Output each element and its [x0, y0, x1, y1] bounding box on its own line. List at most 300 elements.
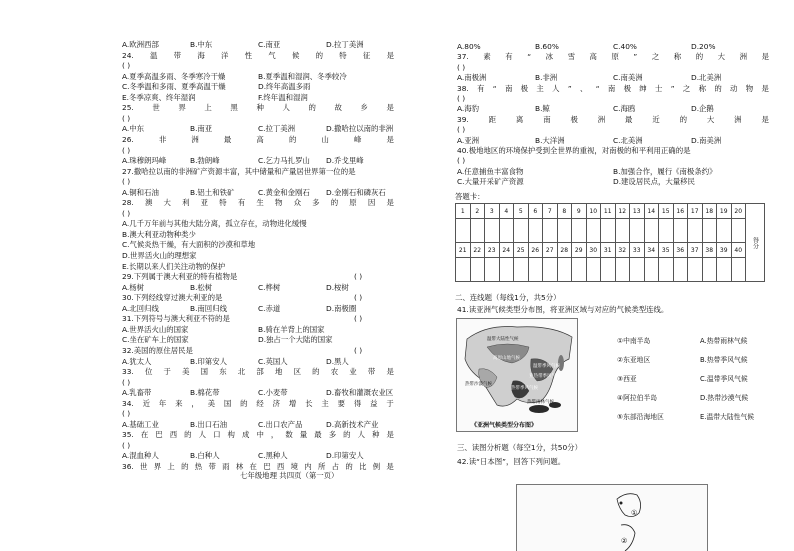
- match-left-item[interactable]: ⑤东部沿海地区: [617, 413, 664, 421]
- stem-char: 位: [144, 367, 153, 377]
- answer-card-number: 36: [673, 243, 688, 258]
- answer-card-blank[interactable]: [659, 219, 674, 243]
- map-label-4: 热带季风气候: [511, 386, 538, 391]
- stem-char: 界: [178, 103, 186, 113]
- text-line: ( ): [457, 62, 466, 72]
- stem-char: 是: [761, 52, 769, 62]
- map-label-1: 温带大陆性气候: [487, 337, 519, 342]
- answer-card-table: [455, 203, 765, 282]
- stem-char: 的: [288, 134, 297, 144]
- option: A.中东: [122, 124, 145, 134]
- stem-char: 近: [142, 398, 151, 408]
- page-footer: 七年级地理 共四页（第一页）: [240, 471, 339, 480]
- answer-card-number: 18: [702, 204, 717, 219]
- answer-paren: ( ): [354, 293, 363, 303]
- stem-char: 、: [579, 83, 588, 93]
- stem-char: 世: [152, 103, 160, 113]
- asia-climate-map: [456, 318, 578, 432]
- answer-card-number: 20: [731, 204, 746, 219]
- answer-card-number: 31: [601, 243, 616, 258]
- answer-card-blank[interactable]: [456, 258, 471, 282]
- stem-char: 33.: [122, 367, 134, 377]
- option: B.棉花带: [190, 388, 220, 398]
- option: A.珠穆朗玛峰: [122, 156, 167, 166]
- stem-char: 例: [372, 462, 381, 471]
- option: B.南亚: [190, 124, 213, 134]
- answer-card-blank[interactable]: [485, 258, 500, 282]
- answer-card-number: 21: [456, 243, 471, 258]
- answer-card-number: 29: [572, 243, 587, 258]
- option: B.印第安人: [190, 356, 227, 366]
- option: C.坐在矿车上的国家: [122, 335, 189, 345]
- stem-char: 比: [359, 462, 367, 471]
- answer-card-number: 19: [717, 204, 732, 219]
- answer-card-blank[interactable]: [470, 258, 485, 282]
- stem-char: “: [492, 83, 497, 93]
- stem-char: 距: [488, 114, 497, 124]
- stem-char: 动: [730, 83, 738, 93]
- answer-card-number: 22: [470, 243, 485, 258]
- match-left-item[interactable]: ③西亚: [617, 375, 637, 383]
- option: A.80%: [457, 42, 481, 51]
- answer-card-number: 35: [659, 243, 674, 258]
- answer-card-blank-row: [456, 219, 765, 243]
- answer-paren: ( ): [354, 345, 363, 355]
- stem-char: 在: [249, 462, 257, 471]
- stem-char: 所: [317, 462, 326, 471]
- stem-char: 35.: [122, 430, 134, 440]
- stem-char: 是: [761, 83, 769, 93]
- answer-card-blank[interactable]: [470, 219, 485, 243]
- question-stem: [457, 84, 769, 93]
- stem-char: “: [595, 83, 600, 93]
- stem-char: 的: [308, 103, 316, 113]
- option: C.桦树: [258, 282, 281, 292]
- question-41: 41.读亚洲气候类型分布图，将亚洲区域与对应的气候类型连线。: [457, 305, 669, 314]
- stem-char: “: [527, 52, 532, 62]
- stem-char: 最: [223, 134, 232, 144]
- stem-char: 区: [293, 367, 301, 377]
- option: C.乞力马扎罗山: [258, 156, 310, 166]
- stem-char: 主: [321, 398, 329, 408]
- answer-card-number: 10: [586, 204, 601, 219]
- answer-card-blank[interactable]: [601, 258, 616, 282]
- option: B.出口石油: [190, 419, 227, 429]
- option: C.40%: [613, 42, 637, 51]
- question-stem: [457, 115, 769, 124]
- stem-char: 候: [291, 50, 300, 60]
- answer-card-number: 4: [499, 204, 514, 219]
- answer-paren: ( ): [354, 314, 363, 324]
- option: A.海豹: [457, 104, 480, 114]
- answer-card-number: 3: [485, 204, 500, 219]
- answer-card-blank[interactable]: [717, 258, 732, 282]
- stem-char: 带: [173, 50, 182, 60]
- stem-char: 洲: [734, 114, 742, 124]
- text-line: A.几千万年前与其他大陆分离，孤立存在，动物进化缓慢: [122, 219, 307, 229]
- map-label-7: 高原山地气候: [493, 356, 520, 361]
- stem-char: 人: [357, 430, 366, 440]
- stem-char: 物: [745, 83, 754, 93]
- stem-char: 有: [505, 52, 513, 62]
- stem-char: 人: [282, 103, 290, 113]
- answer-card-blank[interactable]: [514, 258, 529, 282]
- match-right-item[interactable]: E.温带大陆性气候: [700, 413, 755, 421]
- option: D.金刚石和磷灰石: [326, 187, 386, 197]
- answer-card-blank[interactable]: [557, 219, 572, 243]
- stem-char: 益: [370, 398, 378, 408]
- question-text: 31.下列符号与澳大利亚不符的是: [122, 314, 230, 324]
- option: C.海鸥: [613, 104, 636, 114]
- stem-char: 数: [285, 430, 293, 440]
- answer-card-blank[interactable]: [644, 219, 659, 243]
- stem-char: 西: [169, 430, 178, 440]
- stem-char: 大: [717, 52, 726, 62]
- answer-card-blank[interactable]: [702, 258, 717, 282]
- option: D.桉树: [326, 282, 349, 292]
- stem-char: 37.: [457, 52, 469, 62]
- stem-char: 构: [227, 430, 235, 440]
- answer-card-number: 33: [630, 243, 645, 258]
- stem-char: 雪: [567, 52, 575, 62]
- option: A.杨树: [122, 282, 145, 292]
- stem-char: 极: [570, 114, 578, 124]
- stem-char: 峰: [353, 134, 362, 144]
- stem-char: 绅: [639, 83, 647, 93]
- answer-card-blank[interactable]: [543, 258, 558, 282]
- japan-label-2: ②: [621, 537, 628, 545]
- stem-char: 乡: [360, 103, 368, 113]
- option: A.夏季高温多雨、冬季寒冷干燥: [122, 71, 226, 81]
- text-line: ( ): [457, 94, 466, 103]
- stem-char: 气: [268, 50, 276, 60]
- answer-card-blank[interactable]: [514, 219, 529, 243]
- stem-char: 雨: [222, 462, 230, 471]
- stem-char: ”: [567, 83, 572, 93]
- text-line: ( ): [457, 156, 466, 166]
- stem-char: 冰: [545, 52, 554, 62]
- stem-char: 利: [182, 198, 190, 208]
- stem-char: 25.: [122, 103, 134, 113]
- stem-char: 是: [386, 50, 394, 60]
- option: D.建设居民点，大量移民: [613, 177, 695, 187]
- answer-card-number: 11: [601, 204, 616, 219]
- map-label-2: 温带季风气候: [533, 364, 560, 369]
- text-line: ( ): [122, 177, 131, 187]
- stem-char: 的: [181, 462, 189, 471]
- answer-card-blank[interactable]: [499, 219, 514, 243]
- answer-card-number: 39: [717, 243, 732, 258]
- stem-char: 黑: [230, 103, 238, 113]
- match-left-item[interactable]: ②东亚地区: [617, 356, 651, 364]
- stem-char: 美: [207, 398, 216, 408]
- stem-char: 物: [274, 198, 283, 208]
- option: B.松树: [190, 282, 213, 292]
- stem-char: 亚: [200, 198, 209, 208]
- question-text: 32.美国的原住居民是: [122, 345, 193, 355]
- option: C.英国人: [258, 356, 288, 366]
- map-caption: 《亚洲气候类型分布图》: [471, 422, 538, 429]
- answer-card-blank[interactable]: [702, 219, 717, 243]
- text-line: ( ): [122, 113, 131, 123]
- answer-card-blank[interactable]: [586, 258, 601, 282]
- answer-card-blank[interactable]: [485, 219, 500, 243]
- option: B.中东: [190, 40, 213, 49]
- answer-card-number: 14: [644, 204, 659, 219]
- text-line: ( ): [122, 440, 131, 450]
- stem-char: 人: [552, 83, 560, 93]
- answer-card-number: 5: [514, 204, 529, 219]
- stem-char: 是: [386, 430, 394, 440]
- stem-char: 是: [386, 367, 394, 377]
- option: B.60%: [535, 42, 559, 51]
- stem-char: 有: [477, 83, 485, 93]
- stem-char: 得: [353, 398, 362, 408]
- stem-char: 极: [623, 83, 631, 93]
- stem-char: 26.: [122, 134, 134, 144]
- stem-char: 于: [386, 398, 394, 408]
- option: A.混血种人: [122, 451, 159, 461]
- answer-card-number: 12: [615, 204, 630, 219]
- answer-card-blank[interactable]: [586, 219, 601, 243]
- option: A.铜和石油: [122, 187, 159, 197]
- stem-char: 24.: [122, 50, 134, 60]
- answer-card-blank[interactable]: [601, 219, 616, 243]
- stem-char: 世: [140, 462, 148, 471]
- stem-char: 原: [349, 198, 357, 208]
- option: C.南亚: [258, 40, 281, 49]
- answer-card-blank-row: [456, 258, 765, 282]
- option: A.北回归线: [122, 303, 159, 313]
- answer-card-blank[interactable]: [572, 258, 587, 282]
- question-42: 42.读“日本图”，回答下列问题。: [457, 457, 566, 466]
- stem-char: 量: [299, 430, 308, 440]
- answer-card-blank[interactable]: [456, 219, 471, 243]
- section3-title: 三、读图分析题（每空1分，共50分）: [457, 443, 582, 452]
- stem-char: 性: [244, 50, 253, 60]
- answer-card-blank[interactable]: [688, 219, 703, 243]
- option: A.乳畜带: [122, 388, 152, 398]
- answer-card-number: 6: [528, 204, 543, 219]
- answer-card-number-row: [456, 204, 765, 219]
- stem-char: 界: [153, 462, 162, 471]
- stem-char: 的: [345, 462, 353, 471]
- stem-char: 南: [504, 83, 513, 93]
- stem-char: 占: [331, 462, 340, 471]
- stem-char: 洲: [597, 114, 606, 124]
- stem-char: 部: [256, 367, 264, 377]
- option: D.拉丁美洲: [326, 40, 364, 49]
- stem-char: 士: [655, 83, 663, 93]
- answer-paren: ( ): [354, 272, 363, 282]
- stem-char: 最: [314, 430, 322, 440]
- stem-char: 的: [343, 430, 351, 440]
- stem-char: 28.: [122, 198, 134, 208]
- stem-char: 大: [163, 198, 171, 208]
- answer-card-number: 17: [688, 204, 703, 219]
- answer-card-number: 7: [543, 204, 558, 219]
- option: D.企鹅: [691, 104, 714, 114]
- stem-char: 南: [607, 83, 616, 93]
- stem-char: 是: [386, 134, 394, 144]
- stem-char: 36.: [122, 462, 134, 471]
- answer-card-number: 34: [644, 243, 659, 258]
- match-right-item[interactable]: D.热带沙漠气候: [700, 394, 749, 402]
- stem-char: 的: [184, 430, 192, 440]
- stem-char: 在: [140, 430, 149, 440]
- answer-card-number: 23: [485, 243, 500, 258]
- stem-char: 近: [652, 114, 660, 124]
- stem-char: 澳: [144, 198, 153, 208]
- answer-card-blank[interactable]: [717, 219, 732, 243]
- stem-char: 是: [386, 462, 394, 471]
- answer-card-blank[interactable]: [644, 258, 659, 282]
- answer-card-number: 30: [586, 243, 601, 258]
- stem-char: 种: [372, 430, 380, 440]
- answer-card-number: 37: [688, 243, 703, 258]
- option: B.鲸: [535, 104, 550, 114]
- answer-card-blank[interactable]: [673, 219, 688, 243]
- match-right-item[interactable]: A.热带雨林气候: [700, 337, 748, 345]
- option: B.白种人: [190, 451, 220, 461]
- map-label-3: 亚热带季风气候: [529, 374, 561, 379]
- stem-char: 多: [312, 198, 320, 208]
- answer-card-blank[interactable]: [615, 219, 630, 243]
- text-line: ( ): [122, 208, 131, 218]
- stem-char: 39.: [457, 114, 469, 124]
- stem-char: 南: [543, 114, 551, 124]
- stem-char: ”: [670, 83, 675, 93]
- option: C.小麦带: [258, 388, 288, 398]
- stem-char: 大: [706, 114, 715, 124]
- option: D.印第安人: [326, 451, 364, 461]
- answer-card-score: 得分: [746, 204, 765, 282]
- stem-char: 农: [330, 367, 339, 377]
- answer-card-blank[interactable]: [543, 219, 558, 243]
- stem-char: 称: [673, 52, 682, 62]
- option: B.南回归线: [190, 303, 227, 313]
- text-line: ( ): [457, 125, 466, 135]
- stem-char: 高: [256, 134, 264, 144]
- answer-card-blank[interactable]: [528, 258, 543, 282]
- match-right-item[interactable]: C.温带季风气候: [700, 375, 748, 383]
- stem-char: 特: [339, 50, 347, 60]
- stem-char: 人: [198, 430, 207, 440]
- option: A.欧洲西部: [122, 40, 159, 49]
- stem-char: 的: [315, 50, 324, 60]
- stem-char: 西: [276, 462, 285, 471]
- answer-card-blank[interactable]: [572, 219, 587, 243]
- option: C.出口农产品: [258, 419, 303, 429]
- stem-char: 34.: [122, 398, 134, 408]
- option: D.黑人: [326, 356, 349, 366]
- map-label-6: 热带沙漠气候: [465, 382, 492, 387]
- option: C.黑种人: [258, 451, 288, 461]
- stem-char: 的: [679, 114, 688, 124]
- stem-char: 之: [682, 83, 691, 93]
- stem-char: 内: [304, 462, 312, 471]
- japan-map-drawing: [517, 485, 707, 551]
- answer-card-number: 26: [528, 243, 543, 258]
- stem-char: 业: [349, 367, 357, 377]
- answer-card-number-row: [456, 243, 765, 258]
- stem-char: 的: [714, 83, 722, 93]
- stem-char: 林: [235, 462, 244, 471]
- map-label-5: 热带雨林气候: [527, 400, 554, 405]
- answer-card-blank[interactable]: [731, 258, 746, 282]
- option: A.亚洲: [457, 135, 480, 145]
- stem-char: 洋: [220, 50, 229, 60]
- stem-char: 的: [695, 52, 704, 62]
- answer-card-blank[interactable]: [673, 258, 688, 282]
- stem-char: 洲: [191, 134, 199, 144]
- option: D.独占一个大陆的国家: [258, 335, 333, 345]
- stem-char: 是: [386, 198, 394, 208]
- stem-char: 温: [150, 50, 158, 60]
- section2-title: 二、连线题（每线1分，共5分）: [455, 293, 561, 302]
- option: D.北美洲: [691, 73, 722, 83]
- stem-char: 是: [386, 103, 394, 113]
- answer-card-blank[interactable]: [659, 258, 674, 282]
- stem-char: 称: [698, 83, 707, 93]
- answer-card-blank[interactable]: [528, 219, 543, 243]
- stem-char: 增: [288, 398, 297, 408]
- answer-card-blank[interactable]: [615, 258, 630, 282]
- stem-char: 带: [367, 367, 376, 377]
- match-left-item[interactable]: ①中南半岛: [617, 337, 651, 345]
- text-line: B.澳大利亚动物种类少: [122, 229, 196, 239]
- option: B.加强合作，履行《南极条约》: [613, 166, 717, 176]
- stem-char: 特: [219, 198, 227, 208]
- option: D.畜牧和灌溉农业区: [326, 388, 394, 398]
- stem-char: 征: [362, 50, 371, 60]
- stem-char: 中: [256, 430, 264, 440]
- option: C.冬季温和多雨、夏季高温干燥: [122, 82, 226, 92]
- answer-card-number: 28: [557, 243, 572, 258]
- option: C.北美洲: [613, 135, 643, 145]
- text-line: ( ): [122, 409, 131, 419]
- option: F.终年温和湿润: [258, 92, 308, 102]
- text-line: 40.极地地区的环境保护受到全世界的重视，对南极的和平利用正确的是: [457, 146, 691, 155]
- option: A.南极洲: [457, 73, 487, 83]
- stem-char: 洲: [739, 52, 748, 62]
- stem-char: 年: [158, 398, 167, 408]
- japan-map: [516, 484, 708, 551]
- japan-label-1: ①: [631, 509, 638, 517]
- stem-char: 非: [158, 134, 167, 144]
- answer-card-blank[interactable]: [688, 258, 703, 282]
- option: C.拉丁美洲: [258, 124, 296, 134]
- option: D.南美洲: [691, 135, 722, 145]
- option: B.铝土和铁矿: [190, 187, 235, 197]
- stem-char: 带: [208, 462, 216, 471]
- match-right-item[interactable]: B.热带季风气候: [700, 356, 748, 364]
- option: D.终年高温多雨: [258, 82, 311, 92]
- stem-char: 境: [290, 462, 299, 471]
- answer-card-blank[interactable]: [630, 219, 645, 243]
- answer-card-blank[interactable]: [557, 258, 572, 282]
- stem-char: 于: [163, 367, 171, 377]
- answer-card-blank[interactable]: [630, 258, 645, 282]
- option: B.骑在羊背上的国家: [258, 324, 325, 334]
- match-left-item[interactable]: ④阿拉伯半岛: [617, 394, 658, 402]
- stem-char: 有: [237, 198, 246, 208]
- option: A.世界活火山的国家: [122, 324, 189, 334]
- stem-char: 最: [625, 114, 633, 124]
- answer-card-blank[interactable]: [499, 258, 514, 282]
- text-line: ( ): [122, 377, 131, 387]
- answer-card-blank[interactable]: [731, 219, 746, 243]
